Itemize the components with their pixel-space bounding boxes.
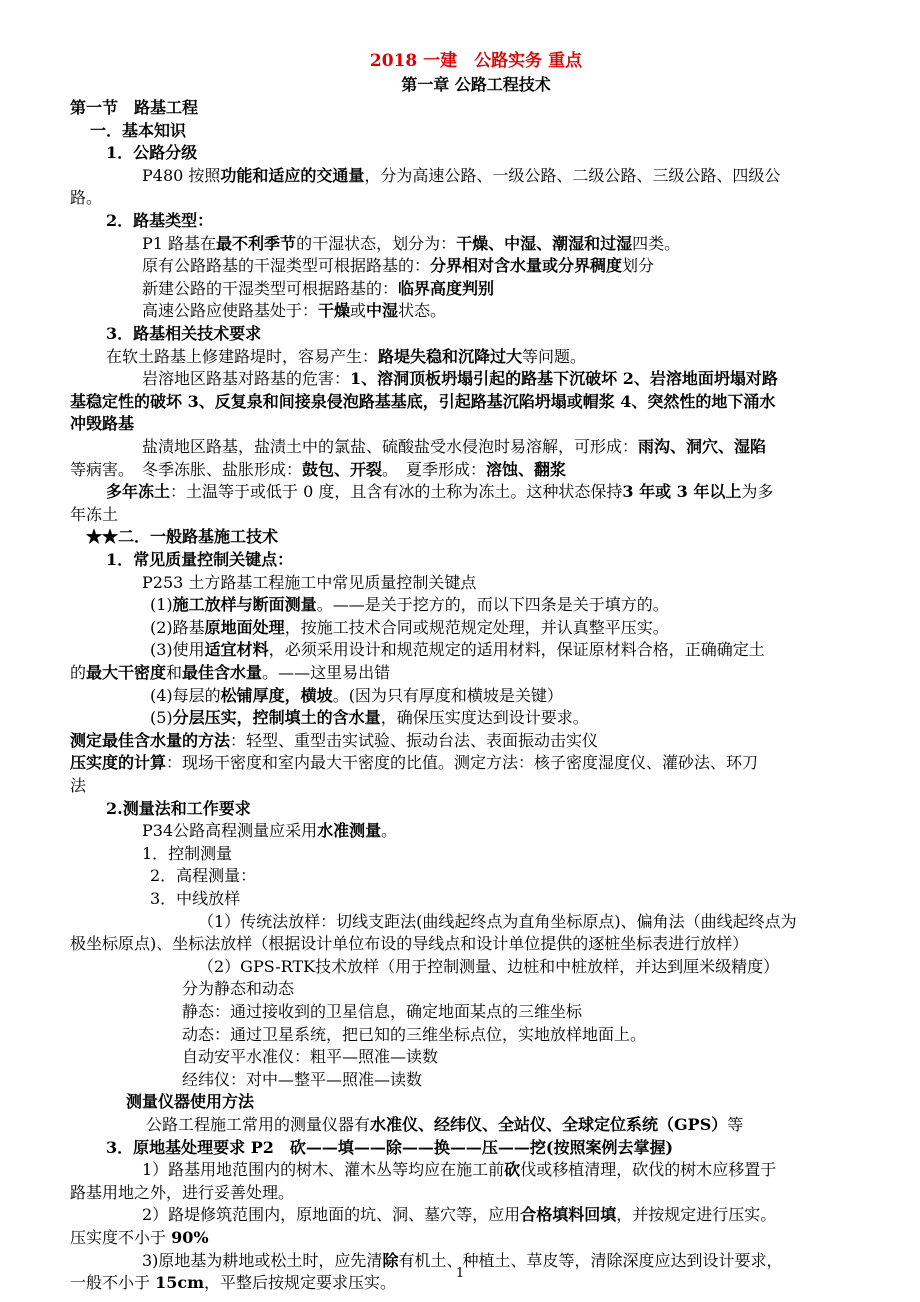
text-line bbox=[70, 345, 882, 368]
bold-text: 中湿 bbox=[366, 301, 399, 321]
text-run: 和 bbox=[166, 663, 183, 682]
text-line bbox=[70, 435, 882, 458]
text-line bbox=[70, 864, 882, 887]
text-run: 。(因为只有厚度和横坡是关键） bbox=[332, 685, 563, 705]
text-line bbox=[70, 797, 882, 820]
text-run: ：现场干密度和室内最大干密度的比值。测定方法：核子密度湿度仪、灌砂法、环刀 bbox=[166, 753, 759, 773]
bold-text: 最大干密度 bbox=[86, 663, 167, 682]
text-line bbox=[70, 910, 882, 933]
bold-text: 水准仪、经纬仪、全站仪、全球定位系统（GPS） bbox=[370, 1115, 728, 1134]
text-line bbox=[70, 525, 882, 548]
bold-text: 鼓包、开裂 bbox=[302, 459, 383, 479]
text-run: 路。 bbox=[70, 188, 103, 208]
bold-text: 测定最佳含水量的方法 bbox=[70, 730, 231, 750]
text-run: 年冻土 bbox=[70, 504, 119, 524]
text-line bbox=[70, 367, 882, 390]
text-run: (5) bbox=[150, 708, 173, 728]
text-line bbox=[70, 141, 882, 164]
text-run: 极坐标原点)、坐标法放样（根据设计单位布设的导线点和设计单位提供的逐桩坐标表进行放样） bbox=[70, 934, 749, 954]
text-run: P253 土方路基工程施工中常见质量控制关键点 bbox=[142, 572, 477, 592]
text-line bbox=[70, 932, 882, 955]
bold-text: 测量仪器使用方法 bbox=[126, 1092, 255, 1112]
text-run: 状态。 bbox=[398, 301, 447, 321]
bold-text: 3 年或 3 年以上 bbox=[622, 482, 742, 502]
text-line bbox=[70, 390, 882, 413]
text-line bbox=[70, 706, 882, 729]
text-run: 新建公路的干湿类型可根据路基的： bbox=[142, 278, 399, 298]
bold-text: 路堤失稳和沉降过大 bbox=[378, 346, 523, 366]
bold-text: 水准测量 bbox=[317, 821, 382, 841]
text-run: (4)每层的 bbox=[150, 685, 221, 705]
text-run: 动态：通过卫星系统，把已知的三维坐标点位，实地放样地面上。 bbox=[182, 1024, 647, 1044]
text-run: 1．控制测量 bbox=[142, 843, 233, 863]
bold-text: 最不利季节 bbox=[216, 233, 297, 253]
text-line bbox=[70, 1226, 882, 1249]
text-line bbox=[70, 119, 882, 142]
text-run: ：轻型、重型击实试验、振动台法、表面振动击实仪 bbox=[230, 730, 599, 750]
text-run: 静态：通过接收到的卫星信息，确定地面某点的三维坐标 bbox=[182, 1002, 583, 1021]
text-run: 经纬仪：对中—整平—照准—读数 bbox=[182, 1069, 423, 1089]
text-run: 伐或移植清理，砍伐的树木应移置于 bbox=[520, 1160, 777, 1180]
bold-text: 15cm bbox=[155, 1273, 205, 1293]
text-run: ：土温等于或低于 0 度，且含有冰的土称为冻土。这种状态保持 bbox=[170, 482, 623, 502]
text-run: 等 bbox=[727, 1115, 744, 1134]
bold-text: 分界相对含水量或分界稠度 bbox=[430, 256, 623, 276]
text-line bbox=[70, 593, 882, 616]
text-run: P1 路基在 bbox=[142, 233, 217, 253]
text-line bbox=[70, 412, 882, 435]
text-run: (2)路基 bbox=[150, 617, 205, 637]
bold-text: 功能和适应的交通量 bbox=[220, 165, 365, 185]
text-line bbox=[70, 819, 882, 842]
bold-text: 2.测量法和工作要求 bbox=[106, 798, 251, 818]
page-number: 1 bbox=[455, 1266, 465, 1281]
text-run: 2）路堤修筑范围内，原地面的坑、洞、墓穴等，应用 bbox=[142, 1205, 521, 1225]
document-title: 2018 一建 公路实务 重点 bbox=[369, 51, 583, 71]
text-line bbox=[70, 1090, 882, 1113]
text-run: 的 bbox=[70, 663, 87, 682]
bold-text: 1．常见质量控制关键点： bbox=[106, 550, 294, 569]
text-run: 法 bbox=[70, 776, 87, 795]
text-line bbox=[70, 277, 882, 300]
text-run: 盐渍地区路基，盐渍土中的氯盐、硫酸盐受水侵泡时易溶解，可形成： bbox=[142, 437, 639, 456]
text-line bbox=[70, 322, 882, 345]
text-run: ，确保压实度达到设计要求。 bbox=[380, 708, 589, 728]
bold-text: 基稳定性的破坏 3、反复泉和间接泉侵泡路基基底，引起路基沉陷坍塌或帽浆 4、突然性的地下涌水 bbox=[70, 391, 776, 411]
text-run: 2．高程测量： bbox=[150, 866, 257, 886]
text-run: 岩溶地区路基对路基的危害： bbox=[142, 369, 351, 389]
text-line bbox=[70, 209, 882, 232]
text-run: 有机土、种植土、草皮等，清除深度应达到设计要求， bbox=[398, 1250, 783, 1270]
text-run: P480 按照 bbox=[142, 165, 221, 185]
text-run: （2）GPS-RTK技术放样（用于控制测量、边桩和中桩放样，并达到厘米级精度） bbox=[198, 956, 780, 976]
text-run: ，必须采用设计和规范规定的适用材料，保证原材料合格，正确确定土 bbox=[268, 640, 765, 660]
text-line bbox=[70, 1181, 882, 1204]
text-line bbox=[70, 480, 882, 503]
text-run: P34公路高程测量应采用 bbox=[142, 821, 318, 841]
text-run: 公路工程施工常用的测量仪器有 bbox=[146, 1115, 371, 1134]
text-line bbox=[70, 774, 882, 797]
text-line bbox=[70, 503, 882, 526]
text-run: 四类。 bbox=[632, 233, 681, 253]
text-run: 在软土路基上修建路堤时，容易产生： bbox=[106, 346, 379, 366]
bold-text: 压实度的计算 bbox=[70, 753, 167, 773]
text-run: 高速公路应使路基处于： bbox=[142, 301, 319, 321]
text-line bbox=[70, 254, 882, 277]
bold-text: 雨沟、洞穴、湿陷 bbox=[638, 437, 767, 456]
bold-text: 1．公路分级 bbox=[106, 143, 198, 163]
text-line bbox=[70, 548, 882, 571]
text-line bbox=[70, 1068, 882, 1091]
text-run: (1) bbox=[150, 595, 173, 615]
bold-text: 砍 bbox=[504, 1160, 521, 1180]
bold-text: 冲毁路基 bbox=[70, 414, 135, 434]
bold-text: 3．原地基处理要求 P2 砍——填——除——换——压——挖(按照案例去掌握) bbox=[106, 1137, 674, 1157]
text-line bbox=[70, 1158, 882, 1181]
bold-text: 原地面处理 bbox=[204, 617, 285, 637]
text-line bbox=[70, 1045, 882, 1068]
bold-text: 90% bbox=[171, 1228, 209, 1247]
text-run: 1）路基用地范围内的树木、灌木丛等均应在施工前 bbox=[142, 1160, 505, 1180]
text-line bbox=[70, 684, 882, 707]
text-run: 。 夏季形成： bbox=[382, 459, 487, 479]
text-line bbox=[70, 232, 882, 255]
bold-text: 第一节 路基工程 bbox=[70, 98, 199, 117]
text-line bbox=[70, 977, 882, 1000]
text-line bbox=[70, 616, 882, 639]
text-run: ，按施工技术合同或规范规定处理，并认真整平压实。 bbox=[284, 617, 669, 637]
bold-text: 干燥 bbox=[318, 301, 351, 321]
text-run: 3．中线放样 bbox=[150, 889, 241, 908]
text-run: 3)原地基为耕地或松土时，应先清 bbox=[142, 1250, 383, 1270]
bold-text: 临界高度判别 bbox=[398, 278, 495, 298]
bold-text: 一．基本知识 bbox=[90, 120, 187, 140]
text-line bbox=[70, 1113, 882, 1136]
bold-text: 分层压实，控制填土的含水量 bbox=[172, 708, 381, 728]
bold-text: 多年冻土 bbox=[106, 482, 171, 502]
text-line bbox=[70, 887, 882, 910]
text-line bbox=[70, 638, 882, 661]
bold-text: 适宜材料 bbox=[204, 640, 269, 660]
bold-text: 施工放样与断面测量 bbox=[172, 595, 317, 615]
text-line bbox=[70, 458, 882, 481]
text-run: 或 bbox=[350, 301, 367, 321]
text-run: 压实度不小于 bbox=[70, 1228, 172, 1247]
text-run: 。——是关于挖方的，而以下四条是关于填方的。 bbox=[316, 595, 669, 615]
text-run: 等问题。 bbox=[522, 346, 587, 366]
chapter-title: 第一章 公路工程技术 bbox=[401, 75, 551, 94]
text-run: ，平整后按规定要求压实。 bbox=[204, 1273, 397, 1293]
bold-text: 松铺厚度，横坡 bbox=[220, 685, 333, 705]
text-line bbox=[70, 571, 882, 594]
text-run: ，并按规定进行压实。 bbox=[616, 1205, 777, 1225]
bold-text: 除 bbox=[382, 1250, 399, 1270]
text-run: (3)使用 bbox=[150, 640, 205, 660]
bold-text: 1、溶洞顶板坍塌引起的路基下沉破坏 2、岩溶地面坍塌对路 bbox=[350, 369, 778, 389]
text-line bbox=[70, 1023, 882, 1046]
text-line bbox=[70, 751, 882, 774]
bold-text: 2．路基类型： bbox=[106, 211, 214, 230]
text-line bbox=[70, 842, 882, 865]
text-run: 。 bbox=[381, 821, 398, 841]
text-run: 的干湿状态，划分为： bbox=[296, 233, 457, 253]
text-line bbox=[70, 1000, 882, 1023]
text-line bbox=[70, 186, 882, 209]
text-line bbox=[70, 299, 882, 322]
text-run: 一般不小于 bbox=[70, 1273, 156, 1293]
text-run: 。——这里易出错 bbox=[262, 663, 391, 682]
bold-text: 最佳含水量 bbox=[182, 663, 263, 682]
bold-text: 干燥、中湿、潮湿和过湿 bbox=[456, 233, 633, 253]
text-line bbox=[70, 164, 882, 187]
bold-text: 合格填料回填 bbox=[520, 1205, 617, 1225]
text-run: 原有公路路基的干湿类型可根据路基的： bbox=[142, 256, 431, 276]
bold-text: ★★二．一般路基施工技术 bbox=[86, 527, 279, 547]
text-run: ，分为高速公路、一级公路、二级公路、三级公路、四级公 bbox=[364, 165, 781, 185]
text-line bbox=[70, 1136, 882, 1159]
text-run: 划分 bbox=[622, 256, 655, 276]
text-run: （1）传统法放样：切线支距法(曲线起终点为直角坐标原点)、偏角法（曲线起终点为 bbox=[198, 911, 797, 931]
text-line bbox=[70, 1203, 882, 1226]
text-run: 等病害。 冬季冻胀、盐胀形成： bbox=[70, 459, 303, 479]
text-line bbox=[70, 96, 882, 119]
bold-text: 溶蚀、翻浆 bbox=[486, 459, 567, 479]
text-line bbox=[70, 729, 882, 752]
bold-text: 3．路基相关技术要求 bbox=[106, 324, 262, 343]
text-run: 为多 bbox=[741, 482, 774, 502]
text-run: 自动安平水准仪：粗平—照准—读数 bbox=[182, 1047, 439, 1067]
text-line bbox=[70, 955, 882, 978]
text-run: 路基用地之外，进行妥善处理。 bbox=[70, 1182, 295, 1202]
text-run: 分为静态和动态 bbox=[182, 979, 295, 999]
text-line bbox=[70, 661, 882, 684]
